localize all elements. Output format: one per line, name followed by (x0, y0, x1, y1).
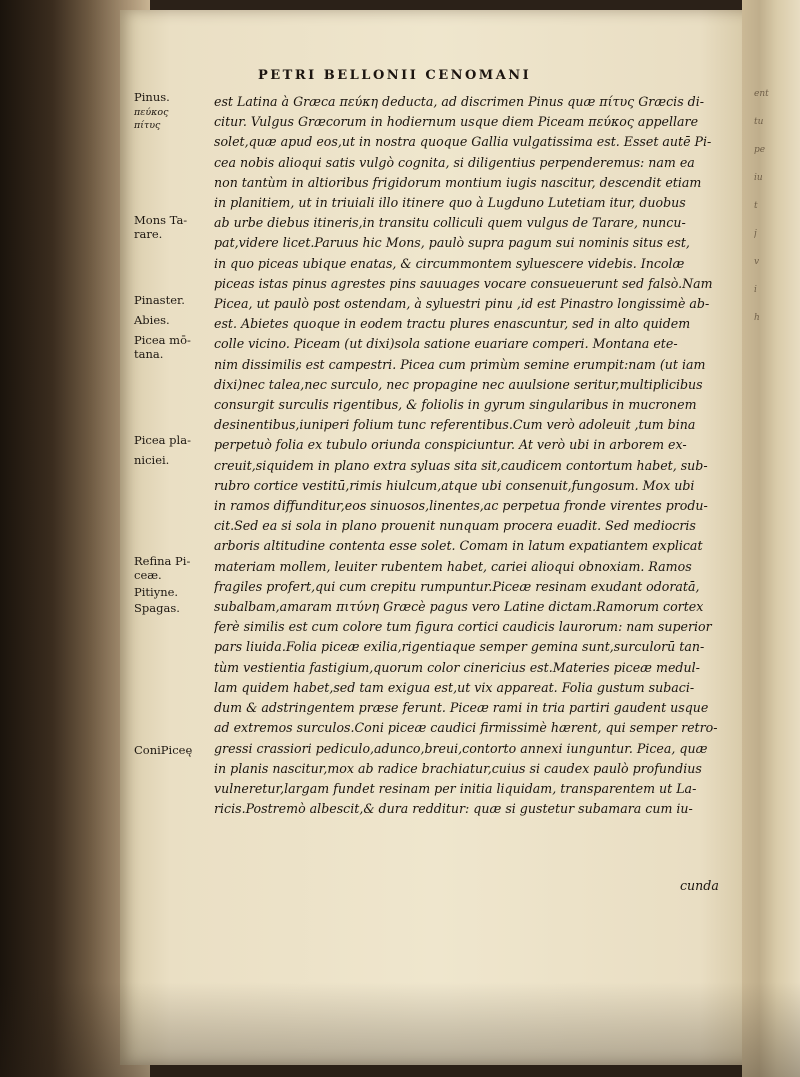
text-line: solet,quæ apud eos,ut in nostra quoque Gallia vulgatissima est. Esset autē Pi- (214, 134, 712, 150)
running-head: PETRI BELLONII CENOMANI (258, 68, 532, 83)
margin-note: Pinus. (134, 90, 170, 104)
text-line: materiam mollem, leuiter rubentem habet, cariei alioqui obnoxiam. Ramos (214, 558, 692, 574)
text-line: dum & adstringentem præse ferunt. Piceæ rami in tria partiri gaudent usque (214, 700, 709, 716)
text-line: pars liuida.Folia piceæ exilia,rigentiaque semper gemina sunt,surculorū tan- (214, 639, 705, 655)
text-line: in ramos diffunditur,eos sinuosos,linentes,ac perpetua fronde virentes produ- (214, 498, 708, 514)
catchword: cunda (680, 878, 719, 893)
text-line: ab urbe diebus itineris,in transitu colliculi quem vulgus de Tarare, nuncu- (214, 215, 686, 231)
text-line: desinentibus,iuniperi folium tunc referentibus.Cum verò adoleuit ,tum bina (214, 417, 696, 433)
text-line: in planis nascitur,mox ab radice brachiatur,cuius si caudex paulò profundius (214, 760, 702, 776)
margin-note-greek: πίτυς (134, 120, 161, 131)
margin-note: niciei. (134, 453, 170, 467)
text-line: consurgit surculis rigentibus, & foliolis in gyrum singularibus in mucronem (214, 397, 697, 413)
text-line: est Latina à Græca πεύκη deducta, ad discrimen Pinus quæ πίτυς Græcis di- (214, 94, 705, 109)
text-line: arboris altitudine contenta esse solet. Comam in latum expatiantem explicat (214, 538, 703, 554)
text-line: vulneretur,largam fundet resinam per initia liquidam, transparentem ut La- (214, 780, 697, 796)
margin-note: ceæ. (134, 568, 162, 582)
text-line: perpetuò folia ex tubulo oriunda conspiciuntur. At verò ubi in arborem ex- (214, 437, 687, 453)
margin-note: Pinaster. (134, 293, 185, 307)
text-line: cit.Sed ea si sola in plano prouenit nunquam procera euadit. Sed mediocris (214, 518, 696, 534)
margin-notes (134, 90, 214, 790)
margin-note: Spagas. (134, 601, 180, 615)
text-line: piceas istas pinus agrestes pins sauuages vocare consueuerunt sed falsò.Nam (214, 275, 713, 291)
text-line: Picea, ut paulò post ostendam, à syluestri pinu ,id est Pinastro longissimè ab- (214, 296, 710, 312)
text-line: nim dissimilis est campestri. Picea cum primùm semine erumpit:nam (ut iam (214, 356, 706, 372)
text-line: in quo piceas ubique enatas, & circummontem syluescere videbis. Incolæ (214, 255, 685, 271)
text-line: colle vicino. Piceam (ut dixi)sola satione euariare comperi. Montana ete- (214, 336, 678, 352)
text-line: tùm vestientia fastigium,quorum color cinericius est.Materies piceæ medul- (214, 659, 700, 675)
text-line: gressi crassiori pediculo,adunco,breui,contorto annexi iunguntur. Picea, quæ (214, 740, 708, 756)
margin-note: Picea mō- (134, 333, 191, 347)
text-line: in planitiem, ut in triuiali illo itinere quo à Lugduno Lutetiam itur, duobus (214, 195, 686, 211)
margin-note: tana. (134, 347, 164, 361)
text-line: cea nobis alioqui satis vulgò cognita, si diligentius perpenderemus: nam ea (214, 154, 695, 170)
text-line: creuit,siquidem in plano extra syluas sita sit,caudicem contortum habet, sub- (214, 457, 708, 473)
text-line: lam quidem habet,sed tam exigua est,ut vix appareat. Folia gustum subaci- (214, 679, 695, 695)
text-line: dixi)nec talea,nec surculo, nec propagine nec auulsione seritur,multiplicibus (214, 376, 703, 392)
scan-right-edge (742, 0, 800, 1077)
text-line: ad extremos surculos.Coni piceæ caudici firmissimè hærent, qui semper retro- (214, 720, 718, 736)
margin-note: Pitiyne. (134, 585, 179, 599)
text-line: rubro cortice vestitū,rimis hiulcum,atque ubi consenuit,fungosum. Mox ubi (214, 477, 695, 493)
facing-page-fragment: ent tu pe iu t j v i h (754, 89, 769, 323)
text-line: subalbam,amaram πιτύνη Græcè pagus vero Latine dictam.Ramorum cortex (214, 599, 704, 615)
body-text (214, 92, 746, 819)
text-line: ferè similis est cum colore tum figura cortici caudicis laurorum: nam superior (214, 619, 712, 635)
margin-note: rare. (134, 227, 163, 241)
margin-note: ConiPiceę (134, 743, 193, 757)
margin-note: Refina Pi- (134, 554, 191, 568)
text-line: pat,videre licet.Paruus hic Mons, paulò supra pagum sui nominis situs est, (214, 235, 690, 251)
text-line: est. Abietes quoque in eodem tractu plures enascuntur, sed in alto quidem (214, 316, 691, 332)
margin-note-greek: πεύκος (134, 107, 169, 118)
text-line: ricis.Postremò albescit,& dura redditur: quæ si gustetur subamara cum iu- (214, 801, 693, 817)
text-line: non tantùm in altioribus frigidorum montium iugis nascitur, descendit etiam (214, 174, 702, 190)
margin-note: Picea pla- (134, 433, 191, 447)
margin-note: Mons Ta- (134, 213, 188, 227)
text-line: fragiles profert,qui cum crepitu rumpuntur.Piceæ resinam exudant odoratā, (214, 578, 700, 594)
text-line: citur. Vulgus Græcorum in hodiernum usque diem Piceam πεύκος appellare (214, 114, 699, 130)
margin-note: Abies. (134, 313, 170, 327)
